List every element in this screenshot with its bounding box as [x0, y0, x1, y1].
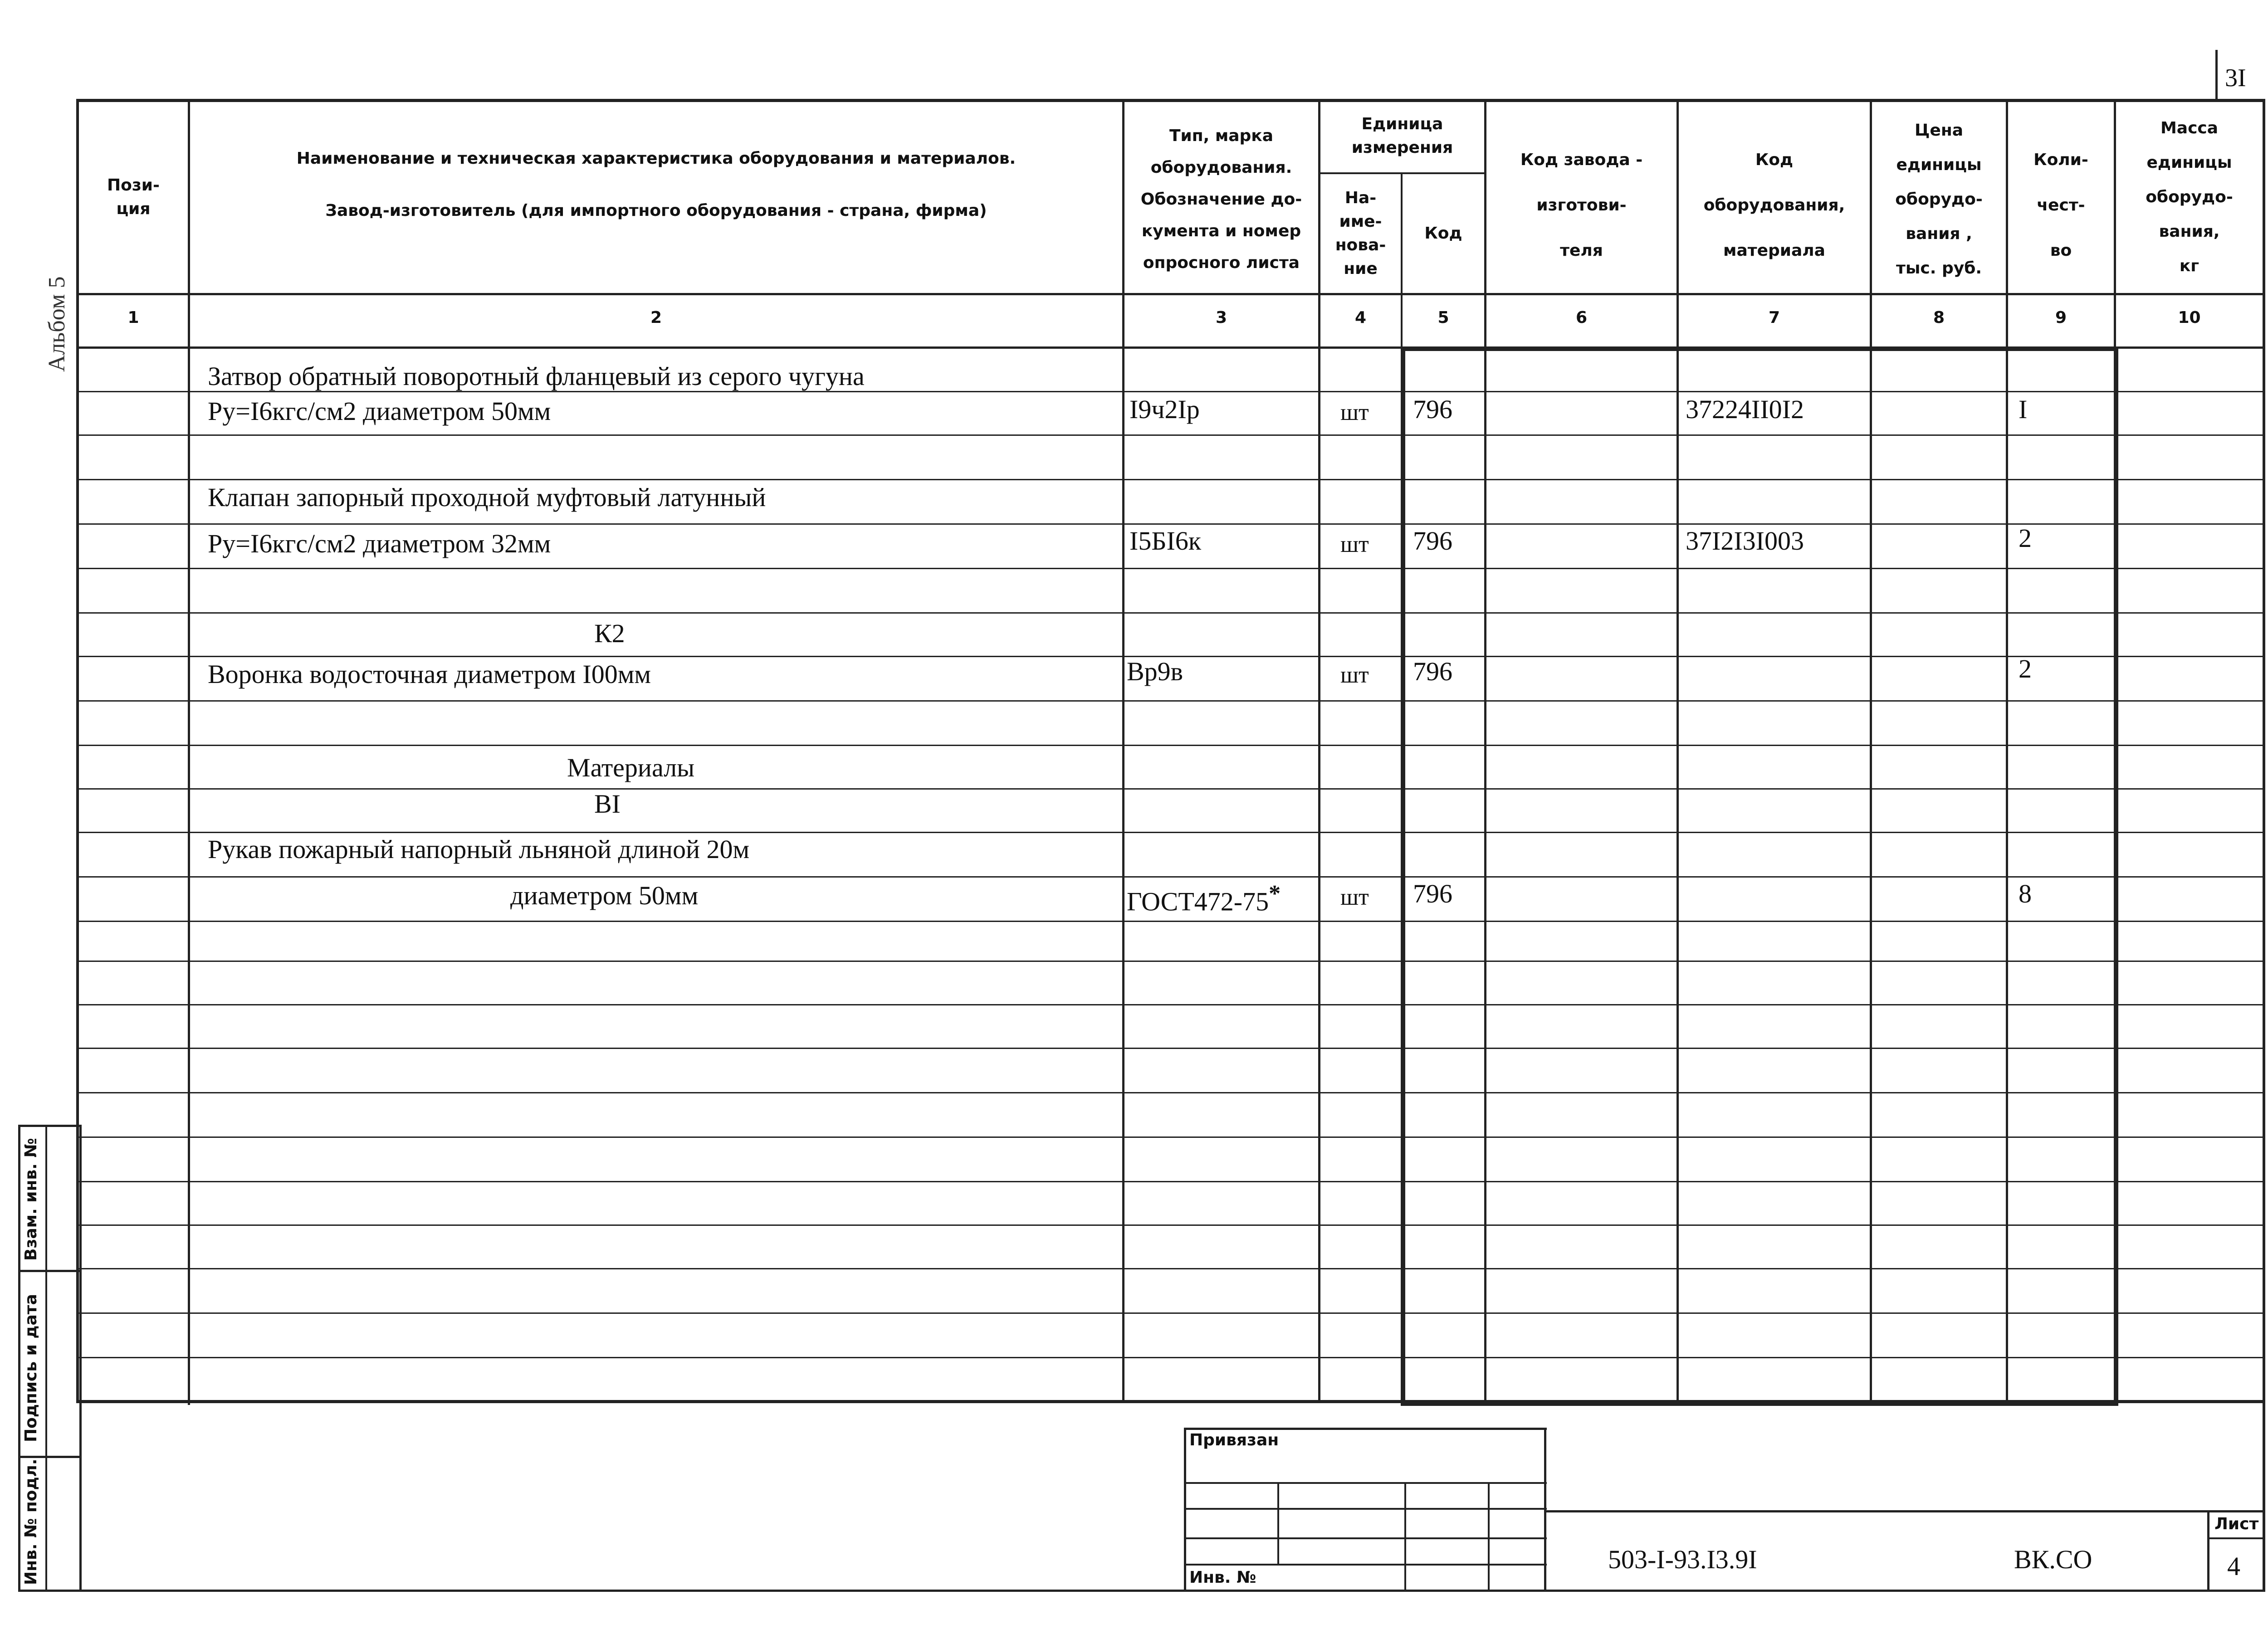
header-name-line1: Наименование и техническая характеристика оборудования и материалов. — [296, 149, 1016, 168]
col-number: 3 — [1215, 308, 1227, 327]
row-unit: шт — [1340, 400, 1369, 425]
header-equipment-code: Код оборудования, материала — [1703, 151, 1845, 260]
row-quantity: I — [2019, 395, 2028, 424]
header-factory-code: Код завода - изготови- теля — [1520, 151, 1643, 260]
list-label: Лист — [2214, 1515, 2259, 1533]
col-number: 2 — [650, 308, 662, 327]
col-number: 7 — [1768, 308, 1780, 327]
side-album-label: Альбом 5 — [44, 276, 70, 372]
row-unit-code: 796 — [1413, 395, 1452, 424]
row-section-title: Материалы — [567, 753, 695, 782]
header-mass: Масса единицы оборудо- вания, кг — [2146, 119, 2233, 275]
header-name-line2: Завод-изготовитель (для импортного оборудования - страна, фирма) — [325, 201, 987, 220]
row-type-mark: * — [1269, 881, 1281, 907]
row-unit-code: 796 — [1413, 879, 1452, 908]
row-name: Клапан запорный проходной муфтовый латунный — [208, 483, 766, 512]
title-privyazan: Привязан — [1189, 1431, 1279, 1449]
col-number: 6 — [1575, 308, 1588, 327]
stamp-vzam: Взам. инв. № — [22, 1138, 40, 1261]
header-quantity: Коли- чест- во — [2033, 151, 2088, 260]
row-type-text: ГОСТ472-75 — [1127, 887, 1269, 917]
row-name: Ру=I6кгс/см2 диаметром 50мм — [208, 396, 551, 426]
row-section-title: BI — [594, 789, 621, 819]
header-price: Цена единицы оборудо- вания , тыс. руб. — [1895, 121, 1983, 278]
row-type: I9ч2Iр — [1129, 395, 1200, 424]
col-number: 9 — [2055, 308, 2067, 327]
row-type — [1127, 878, 1281, 917]
doc-code: 503-I-93.I3.9I — [1608, 1545, 1757, 1574]
col-number: 8 — [1933, 308, 1945, 327]
row-name: Затвор обратный поворотный фланцевый из серого чугуна — [208, 361, 865, 391]
row-quantity: 2 — [2019, 654, 2032, 683]
header-type: Тип, марка оборудования. Обозначение до- кумента и номер опросного листа — [1140, 127, 1302, 272]
row-unit: шт — [1340, 884, 1369, 910]
row-name: диаметром 50мм — [510, 881, 699, 910]
row-unit: шт — [1340, 662, 1369, 688]
header-unit-group: Единица измерения — [1351, 115, 1453, 157]
header-position: Пози- ция — [107, 176, 160, 218]
col-number: 1 — [127, 308, 139, 327]
row-quantity: 2 — [2019, 523, 2032, 553]
row-type: I5БI6к — [1129, 526, 1202, 556]
row-unit-code: 796 — [1413, 657, 1452, 686]
row-unit-code: 796 — [1413, 526, 1452, 556]
row-quantity: 8 — [2019, 879, 2032, 908]
doc-mark: ВК.СО — [2014, 1545, 2092, 1574]
col-number: 10 — [2178, 308, 2201, 327]
row-equipment-code: 37I2I3I003 — [1686, 526, 1804, 556]
header-unit-name: На- име- нова- ние — [1335, 189, 1386, 278]
row-equipment-code: 37224II0I2 — [1686, 395, 1804, 424]
row-section-title: К2 — [594, 619, 625, 648]
row-type: Вр9в — [1127, 657, 1183, 686]
col-number: 4 — [1354, 308, 1367, 327]
stamp-podpis: Подпись и дата — [22, 1294, 40, 1442]
row-name: Воронка водосточная диаметром I00мм — [208, 659, 651, 689]
stamp-inv: Инв. № подл. — [22, 1458, 40, 1585]
list-number: 4 — [2227, 1551, 2240, 1581]
row-name: Рукав пожарный напорный льняной длиной 20м — [208, 834, 750, 864]
sheet-corner-number: 3I — [2225, 64, 2246, 92]
row-name: Ру=I6кгс/см2 диаметром 32мм — [208, 529, 551, 558]
title-inv-no: Инв. № — [1189, 1568, 1256, 1587]
row-unit: шт — [1340, 532, 1369, 557]
header-unit-code: Код — [1424, 224, 1462, 243]
col-number: 5 — [1437, 308, 1449, 327]
